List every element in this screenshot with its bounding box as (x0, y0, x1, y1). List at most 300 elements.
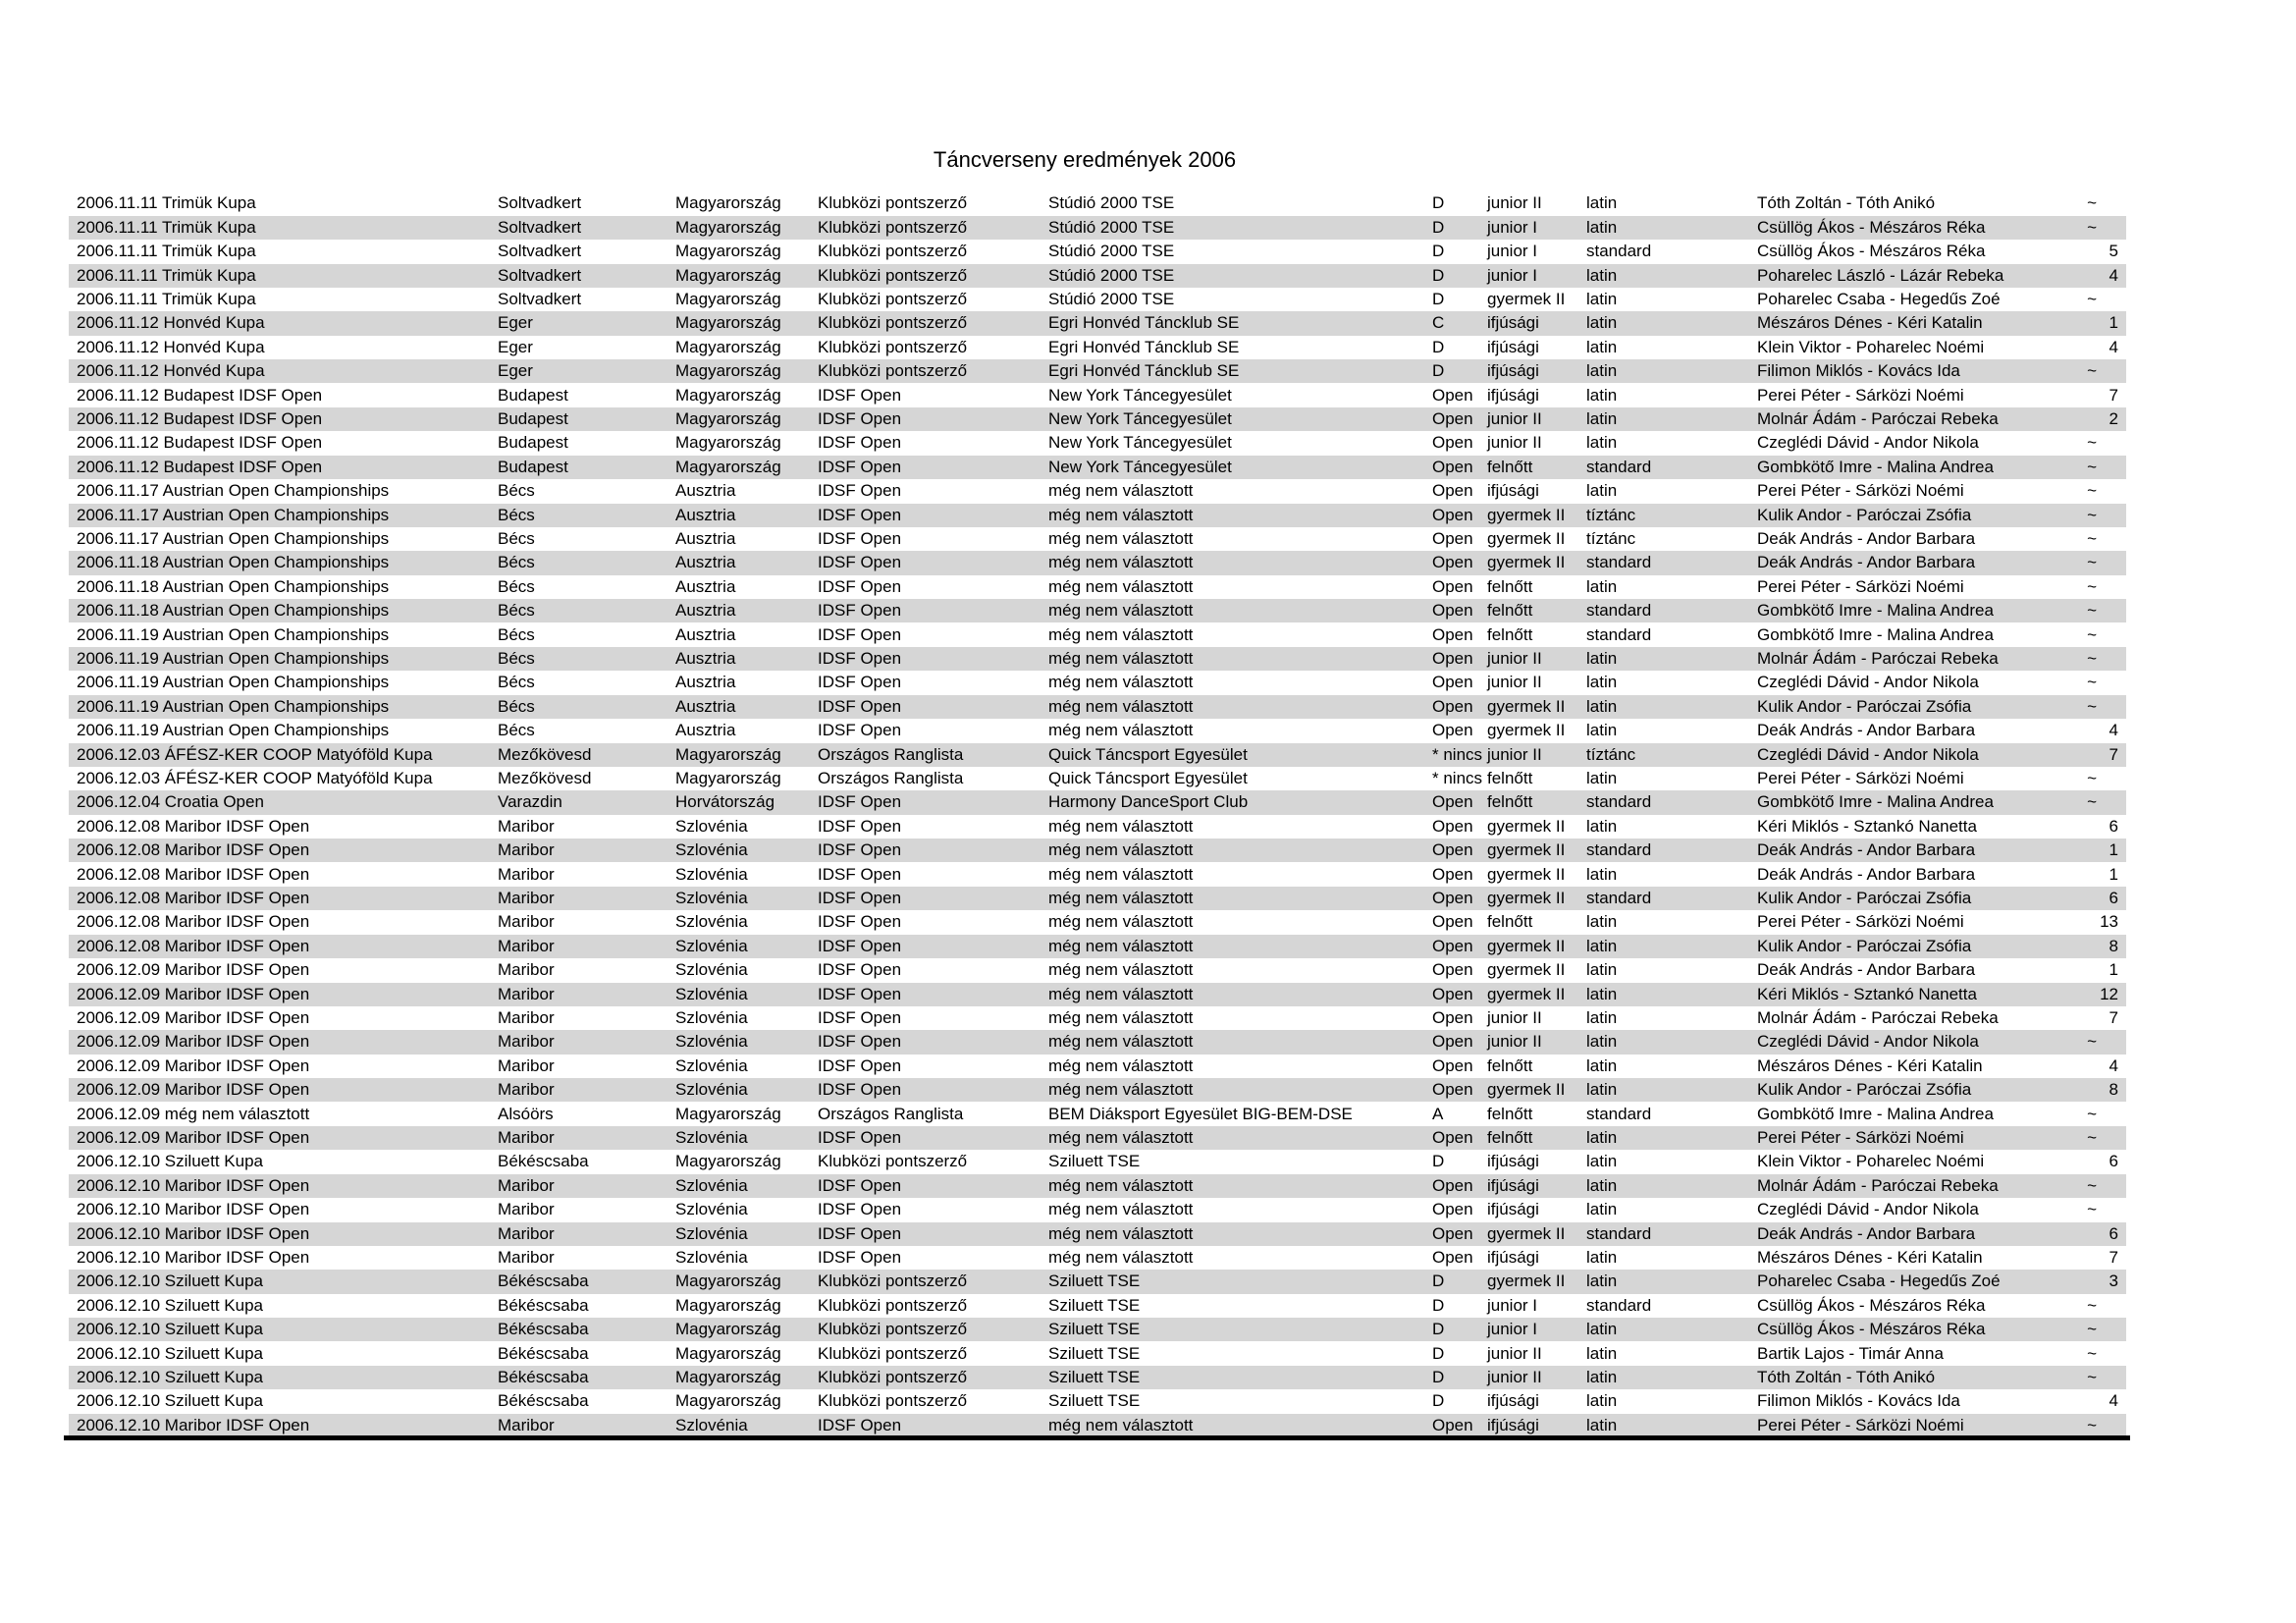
country-cell: Szlovénia (675, 1247, 748, 1267)
table-row (69, 719, 2126, 742)
result-cell: 7 (2109, 1007, 2118, 1027)
country-cell: Ausztria (675, 673, 736, 692)
result-cell: ~ (2087, 648, 2097, 668)
age-group-cell: felnőtt (1487, 912, 1533, 932)
couple-cell: Gombkötő Imre - Malina Andrea (1757, 792, 1994, 812)
class-cell: Open (1432, 936, 1473, 955)
couple-cell: Perei Péter - Sárközi Noémi (1757, 912, 1964, 932)
event-cell: 2006.12.09 Maribor IDSF Open (77, 1032, 310, 1052)
age-group-cell: junior I (1487, 242, 1538, 261)
competition-type-cell: IDSF Open (818, 912, 902, 932)
table-row (69, 599, 2126, 622)
age-group-cell: ifjúsági (1487, 361, 1539, 381)
city-cell: Bécs (498, 721, 535, 740)
class-cell: Open (1432, 481, 1473, 501)
competition-type-cell: IDSF Open (818, 385, 902, 405)
style-cell: latin (1586, 385, 1618, 405)
country-cell: Magyarország (675, 744, 781, 764)
event-cell: 2006.12.09 Maribor IDSF Open (77, 1007, 310, 1027)
competition-type-cell: Országos Ranglista (818, 744, 964, 764)
age-group-cell: junior II (1487, 193, 1542, 213)
age-group-cell: junior II (1487, 408, 1542, 428)
organizer-cell: New York Táncegyesület (1048, 433, 1232, 453)
organizer-cell: még nem választott (1048, 1200, 1194, 1219)
style-cell: standard (1586, 1104, 1652, 1123)
city-cell: Maribor (498, 1007, 555, 1027)
style-cell: latin (1586, 1415, 1618, 1434)
table-row (69, 863, 2126, 887)
couple-cell: Kulik Andor - Paróczai Zsófia (1757, 1080, 1972, 1100)
organizer-cell: még nem választott (1048, 528, 1194, 548)
city-cell: Mezőkövesd (498, 768, 592, 787)
style-cell: latin (1586, 408, 1618, 428)
table-row (69, 1246, 2126, 1270)
country-cell: Magyarország (675, 265, 781, 285)
city-cell: Budapest (498, 408, 568, 428)
table-row (69, 1414, 2126, 1437)
age-group-cell: gyermek II (1487, 936, 1566, 955)
event-cell: 2006.12.10 Sziluett Kupa (77, 1320, 263, 1339)
age-group-cell: ifjúsági (1487, 1152, 1539, 1171)
city-cell: Bécs (498, 553, 535, 572)
result-cell: ~ (2087, 457, 2097, 476)
class-cell: D (1432, 1367, 1445, 1386)
age-group-cell: gyermek II (1487, 816, 1566, 836)
result-cell: 6 (2109, 1152, 2118, 1171)
city-cell: Maribor (498, 864, 555, 884)
country-cell: Szlovénia (675, 1080, 748, 1100)
city-cell: Bécs (498, 481, 535, 501)
age-group-cell: ifjúsági (1487, 1391, 1539, 1411)
country-cell: Ausztria (675, 648, 736, 668)
country-cell: Szlovénia (675, 1415, 748, 1434)
result-cell: 6 (2109, 1223, 2118, 1243)
table-row (69, 983, 2126, 1006)
couple-cell: Perei Péter - Sárközi Noémi (1757, 481, 1964, 501)
class-cell: Open (1432, 624, 1473, 644)
table-row (69, 264, 2126, 288)
result-cell: ~ (2087, 505, 2097, 524)
style-cell: latin (1586, 1367, 1618, 1386)
couple-cell: Czeglédi Dávid - Andor Nikola (1757, 744, 1979, 764)
result-cell: ~ (2087, 1127, 2097, 1147)
city-cell: Alsóörs (498, 1104, 554, 1123)
couple-cell: Csüllög Ákos - Mészáros Réka (1757, 1320, 1986, 1339)
result-cell: 4 (2109, 265, 2118, 285)
result-cell: 1 (2109, 864, 2118, 884)
couple-cell: Klein Viktor - Poharelec Noémi (1757, 337, 1985, 356)
event-cell: 2006.12.04 Croatia Open (77, 792, 264, 812)
city-cell: Bécs (498, 576, 535, 596)
city-cell: Mezőkövesd (498, 744, 592, 764)
class-cell: Open (1432, 505, 1473, 524)
style-cell: latin (1586, 313, 1618, 333)
result-cell: 8 (2109, 1080, 2118, 1100)
organizer-cell: Stúdió 2000 TSE (1048, 217, 1175, 237)
table-row (69, 743, 2126, 767)
couple-cell: Poharelec Csaba - Hegedűs Zoé (1757, 289, 2001, 308)
country-cell: Szlovénia (675, 984, 748, 1003)
event-cell: 2006.12.08 Maribor IDSF Open (77, 888, 310, 907)
city-cell: Bécs (498, 648, 535, 668)
couple-cell: Mészáros Dénes - Kéri Katalin (1757, 1055, 1983, 1075)
age-group-cell: felnőtt (1487, 768, 1533, 787)
event-cell: 2006.11.18 Austrian Open Championships (77, 601, 390, 621)
event-cell: 2006.11.12 Honvéd Kupa (77, 361, 265, 381)
organizer-cell: még nem választott (1048, 505, 1194, 524)
competition-type-cell: Klubközi pontszerző (818, 1295, 968, 1315)
age-group-cell: junior I (1487, 1295, 1538, 1315)
event-cell: 2006.12.09 még nem választott (77, 1104, 310, 1123)
organizer-cell: még nem választott (1048, 864, 1194, 884)
class-cell: D (1432, 265, 1445, 285)
style-cell: standard (1586, 792, 1652, 812)
competition-type-cell: IDSF Open (818, 1127, 902, 1147)
competition-type-cell: Klubközi pontszerző (818, 289, 968, 308)
class-cell: D (1432, 337, 1445, 356)
organizer-cell: Sziluett TSE (1048, 1320, 1141, 1339)
city-cell: Maribor (498, 912, 555, 932)
event-cell: 2006.12.10 Maribor IDSF Open (77, 1415, 310, 1434)
city-cell: Eger (498, 313, 533, 333)
age-group-cell: gyermek II (1487, 1223, 1566, 1243)
competition-type-cell: IDSF Open (818, 696, 902, 716)
result-cell: 3 (2109, 1271, 2118, 1291)
style-cell: latin (1586, 265, 1618, 285)
couple-cell: Poharelec László - Lázár Rebeka (1757, 265, 2004, 285)
competition-type-cell: IDSF Open (818, 601, 902, 621)
style-cell: latin (1586, 1320, 1618, 1339)
competition-type-cell: Klubközi pontszerző (818, 1271, 968, 1291)
organizer-cell: még nem választott (1048, 840, 1194, 860)
country-cell: Szlovénia (675, 1032, 748, 1052)
couple-cell: Gombkötő Imre - Malina Andrea (1757, 1104, 1994, 1123)
event-cell: 2006.11.12 Budapest IDSF Open (77, 433, 323, 453)
couple-cell: Poharelec Csaba - Hegedűs Zoé (1757, 1271, 2001, 1291)
class-cell: * nincs (1432, 744, 1483, 764)
age-group-cell: gyermek II (1487, 696, 1566, 716)
result-cell: 6 (2109, 816, 2118, 836)
country-cell: Szlovénia (675, 1175, 748, 1195)
couple-cell: Gombkötő Imre - Malina Andrea (1757, 457, 1994, 476)
age-group-cell: junior II (1487, 1367, 1542, 1386)
country-cell: Magyarország (675, 1391, 781, 1411)
table-row (69, 935, 2126, 958)
competition-type-cell: IDSF Open (818, 840, 902, 860)
result-cell: 12 (2100, 984, 2118, 1003)
result-cell: 5 (2109, 242, 2118, 261)
city-cell: Bécs (498, 601, 535, 621)
result-cell: ~ (2087, 193, 2097, 213)
result-cell: 4 (2109, 1391, 2118, 1411)
class-cell: * nincs (1432, 768, 1483, 787)
country-cell: Magyarország (675, 193, 781, 213)
couple-cell: Czeglédi Dávid - Andor Nikola (1757, 1032, 1979, 1052)
event-cell: 2006.11.11 Trimük Kupa (77, 193, 256, 213)
style-cell: latin (1586, 648, 1618, 668)
style-cell: tíztánc (1586, 505, 1636, 524)
organizer-cell: még nem választott (1048, 1175, 1194, 1195)
result-cell: ~ (2087, 1343, 2097, 1363)
table-row (69, 839, 2126, 862)
competition-type-cell: Klubközi pontszerző (818, 1367, 968, 1386)
table-row (69, 311, 2126, 335)
couple-cell: Mészáros Dénes - Kéri Katalin (1757, 1247, 1983, 1267)
competition-type-cell: IDSF Open (818, 888, 902, 907)
age-group-cell: gyermek II (1487, 528, 1566, 548)
age-group-cell: junior II (1487, 433, 1542, 453)
city-cell: Maribor (498, 1415, 555, 1434)
country-cell: Ausztria (675, 624, 736, 644)
organizer-cell: Stúdió 2000 TSE (1048, 265, 1175, 285)
competition-type-cell: IDSF Open (818, 936, 902, 955)
result-cell: 1 (2109, 313, 2118, 333)
event-cell: 2006.12.10 Maribor IDSF Open (77, 1223, 310, 1243)
organizer-cell: Sziluett TSE (1048, 1271, 1141, 1291)
table-row (69, 1126, 2126, 1150)
age-group-cell: ifjúsági (1487, 481, 1539, 501)
competition-type-cell: IDSF Open (818, 624, 902, 644)
age-group-cell: ifjúsági (1487, 1247, 1539, 1267)
style-cell: latin (1586, 768, 1618, 787)
couple-cell: Molnár Ádám - Paróczai Rebeka (1757, 1007, 1999, 1027)
class-cell: Open (1432, 912, 1473, 932)
country-cell: Szlovénia (675, 888, 748, 907)
country-cell: Ausztria (675, 576, 736, 596)
organizer-cell: még nem választott (1048, 960, 1194, 980)
style-cell: standard (1586, 601, 1652, 621)
style-cell: latin (1586, 1080, 1618, 1100)
age-group-cell: felnőtt (1487, 624, 1533, 644)
competition-type-cell: Klubközi pontszerző (818, 361, 968, 381)
city-cell: Békéscsaba (498, 1343, 589, 1363)
couple-cell: Tóth Zoltán - Tóth Anikó (1757, 1367, 1936, 1386)
couple-cell: Gombkötő Imre - Malina Andrea (1757, 601, 1994, 621)
couple-cell: Klein Viktor - Poharelec Noémi (1757, 1152, 1985, 1171)
event-cell: 2006.11.12 Budapest IDSF Open (77, 385, 323, 405)
organizer-cell: még nem választott (1048, 553, 1194, 572)
city-cell: Soltvadkert (498, 289, 582, 308)
style-cell: latin (1586, 1152, 1618, 1171)
result-cell: ~ (2087, 289, 2097, 308)
organizer-cell: Stúdió 2000 TSE (1048, 242, 1175, 261)
organizer-cell: Sziluett TSE (1048, 1343, 1141, 1363)
couple-cell: Deák András - Andor Barbara (1757, 864, 1976, 884)
couple-cell: Perei Péter - Sárközi Noémi (1757, 768, 1964, 787)
result-cell: 2 (2109, 408, 2118, 428)
style-cell: tíztánc (1586, 528, 1636, 548)
age-group-cell: gyermek II (1487, 1080, 1566, 1100)
table-row (69, 1198, 2126, 1221)
age-group-cell: felnőtt (1487, 792, 1533, 812)
class-cell: D (1432, 361, 1445, 381)
country-cell: Ausztria (675, 505, 736, 524)
couple-cell: Perei Péter - Sárközi Noémi (1757, 1127, 1964, 1147)
competition-type-cell: IDSF Open (818, 457, 902, 476)
event-cell: 2006.12.10 Maribor IDSF Open (77, 1247, 310, 1267)
couple-cell: Deák András - Andor Barbara (1757, 721, 1976, 740)
competition-type-cell: Országos Ranglista (818, 1104, 964, 1123)
age-group-cell: gyermek II (1487, 289, 1566, 308)
organizer-cell: még nem választott (1048, 696, 1194, 716)
class-cell: Open (1432, 1415, 1473, 1434)
table-row (69, 887, 2126, 910)
table-row (69, 767, 2126, 790)
class-cell: Open (1432, 792, 1473, 812)
couple-cell: Deák András - Andor Barbara (1757, 1223, 1976, 1243)
age-group-cell: junior II (1487, 648, 1542, 668)
country-cell: Magyarország (675, 433, 781, 453)
event-cell: 2006.12.10 Sziluett Kupa (77, 1391, 263, 1411)
organizer-cell: Quick Táncsport Egyesület (1048, 768, 1248, 787)
style-cell: standard (1586, 624, 1652, 644)
style-cell: latin (1586, 721, 1618, 740)
table-row (69, 671, 2126, 694)
couple-cell: Bartik Lajos - Timár Anna (1757, 1343, 1944, 1363)
table-row (69, 647, 2126, 671)
table-row (69, 958, 2126, 982)
city-cell: Maribor (498, 1127, 555, 1147)
event-cell: 2006.12.10 Sziluett Kupa (77, 1152, 263, 1171)
organizer-cell: még nem választott (1048, 648, 1194, 668)
couple-cell: Filimon Miklós - Kovács Ida (1757, 1391, 1960, 1411)
organizer-cell: Egri Honvéd Táncklub SE (1048, 313, 1240, 333)
style-cell: latin (1586, 1247, 1618, 1267)
class-cell: A (1432, 1104, 1444, 1123)
class-cell: Open (1432, 864, 1473, 884)
organizer-cell: még nem választott (1048, 1127, 1194, 1147)
organizer-cell: BEM Diáksport Egyesület BIG-BEM-DSE (1048, 1104, 1353, 1123)
age-group-cell: felnőtt (1487, 601, 1533, 621)
result-cell: ~ (2087, 1367, 2097, 1386)
city-cell: Maribor (498, 1032, 555, 1052)
country-cell: Ausztria (675, 601, 736, 621)
class-cell: Open (1432, 696, 1473, 716)
style-cell: latin (1586, 1007, 1618, 1027)
country-cell: Magyarország (675, 1271, 781, 1291)
event-cell: 2006.11.17 Austrian Open Championships (77, 528, 390, 548)
organizer-cell: Harmony DanceSport Club (1048, 792, 1249, 812)
age-group-cell: ifjúsági (1487, 337, 1539, 356)
table-row (69, 1294, 2126, 1318)
city-cell: Maribor (498, 840, 555, 860)
competition-type-cell: IDSF Open (818, 960, 902, 980)
competition-type-cell: IDSF Open (818, 864, 902, 884)
table-row (69, 1389, 2126, 1413)
country-cell: Magyarország (675, 217, 781, 237)
result-cell: 7 (2109, 385, 2118, 405)
table-row (69, 575, 2126, 599)
organizer-cell: még nem választott (1048, 1415, 1194, 1434)
result-cell: 4 (2109, 1055, 2118, 1075)
competition-type-cell: Klubközi pontszerző (818, 337, 968, 356)
class-cell: D (1432, 1320, 1445, 1339)
style-cell: latin (1586, 984, 1618, 1003)
table-row (69, 359, 2126, 383)
country-cell: Szlovénia (675, 816, 748, 836)
result-cell: ~ (2087, 576, 2097, 596)
event-cell: 2006.12.09 Maribor IDSF Open (77, 1080, 310, 1100)
result-cell: 1 (2109, 840, 2118, 860)
couple-cell: Molnár Ádám - Paróczai Rebeka (1757, 648, 1999, 668)
event-cell: 2006.11.17 Austrian Open Championships (77, 481, 390, 501)
class-cell: D (1432, 217, 1445, 237)
class-cell: Open (1432, 1200, 1473, 1219)
table-row (69, 456, 2126, 479)
table-row (69, 1270, 2126, 1293)
organizer-cell: még nem választott (1048, 912, 1194, 932)
competition-type-cell: Klubközi pontszerző (818, 217, 968, 237)
competition-type-cell: IDSF Open (818, 1415, 902, 1434)
organizer-cell: Stúdió 2000 TSE (1048, 193, 1175, 213)
couple-cell: Deák András - Andor Barbara (1757, 553, 1976, 572)
event-cell: 2006.12.03 ÁFÉSZ-KER COOP Matyóföld Kupa (77, 744, 433, 764)
class-cell: Open (1432, 984, 1473, 1003)
style-cell: latin (1586, 912, 1618, 932)
result-cell: ~ (2087, 481, 2097, 501)
age-group-cell: ifjúsági (1487, 1415, 1539, 1434)
organizer-cell: még nem választott (1048, 816, 1194, 836)
city-cell: Békéscsaba (498, 1271, 589, 1291)
age-group-cell: junior I (1487, 265, 1538, 285)
city-cell: Eger (498, 361, 533, 381)
couple-cell: Molnár Ádám - Paróczai Rebeka (1757, 408, 1999, 428)
style-cell: latin (1586, 1343, 1618, 1363)
organizer-cell: még nem választott (1048, 888, 1194, 907)
city-cell: Eger (498, 337, 533, 356)
class-cell: Open (1432, 1032, 1473, 1052)
style-cell: standard (1586, 553, 1652, 572)
style-cell: latin (1586, 696, 1618, 716)
event-cell: 2006.11.11 Trimük Kupa (77, 217, 256, 237)
style-cell: latin (1586, 1391, 1618, 1411)
country-cell: Magyarország (675, 1295, 781, 1315)
country-cell: Magyarország (675, 1320, 781, 1339)
class-cell: Open (1432, 457, 1473, 476)
competition-type-cell: IDSF Open (818, 648, 902, 668)
organizer-cell: még nem választott (1048, 1247, 1194, 1267)
class-cell: D (1432, 1343, 1445, 1363)
competition-type-cell: IDSF Open (818, 528, 902, 548)
result-cell: ~ (2087, 528, 2097, 548)
age-group-cell: junior II (1487, 1007, 1542, 1027)
competition-type-cell: IDSF Open (818, 1200, 902, 1219)
organizer-cell: még nem választott (1048, 1223, 1194, 1243)
city-cell: Maribor (498, 1080, 555, 1100)
competition-type-cell: IDSF Open (818, 1175, 902, 1195)
class-cell: D (1432, 1391, 1445, 1411)
class-cell: D (1432, 1295, 1445, 1315)
class-cell: Open (1432, 1007, 1473, 1027)
event-cell: 2006.12.08 Maribor IDSF Open (77, 816, 310, 836)
class-cell: D (1432, 289, 1445, 308)
organizer-cell: Stúdió 2000 TSE (1048, 289, 1175, 308)
country-cell: Ausztria (675, 481, 736, 501)
class-cell: Open (1432, 960, 1473, 980)
city-cell: Soltvadkert (498, 265, 582, 285)
style-cell: standard (1586, 457, 1652, 476)
country-cell: Ausztria (675, 696, 736, 716)
event-cell: 2006.11.12 Honvéd Kupa (77, 337, 265, 356)
age-group-cell: gyermek II (1487, 984, 1566, 1003)
couple-cell: Perei Péter - Sárközi Noémi (1757, 385, 1964, 405)
organizer-cell: még nem választott (1048, 601, 1194, 621)
couple-cell: Csüllög Ákos - Mészáros Réka (1757, 217, 1986, 237)
event-cell: 2006.11.18 Austrian Open Championships (77, 553, 390, 572)
city-cell: Békéscsaba (498, 1295, 589, 1315)
table-row (69, 191, 2126, 215)
country-cell: Szlovénia (675, 936, 748, 955)
